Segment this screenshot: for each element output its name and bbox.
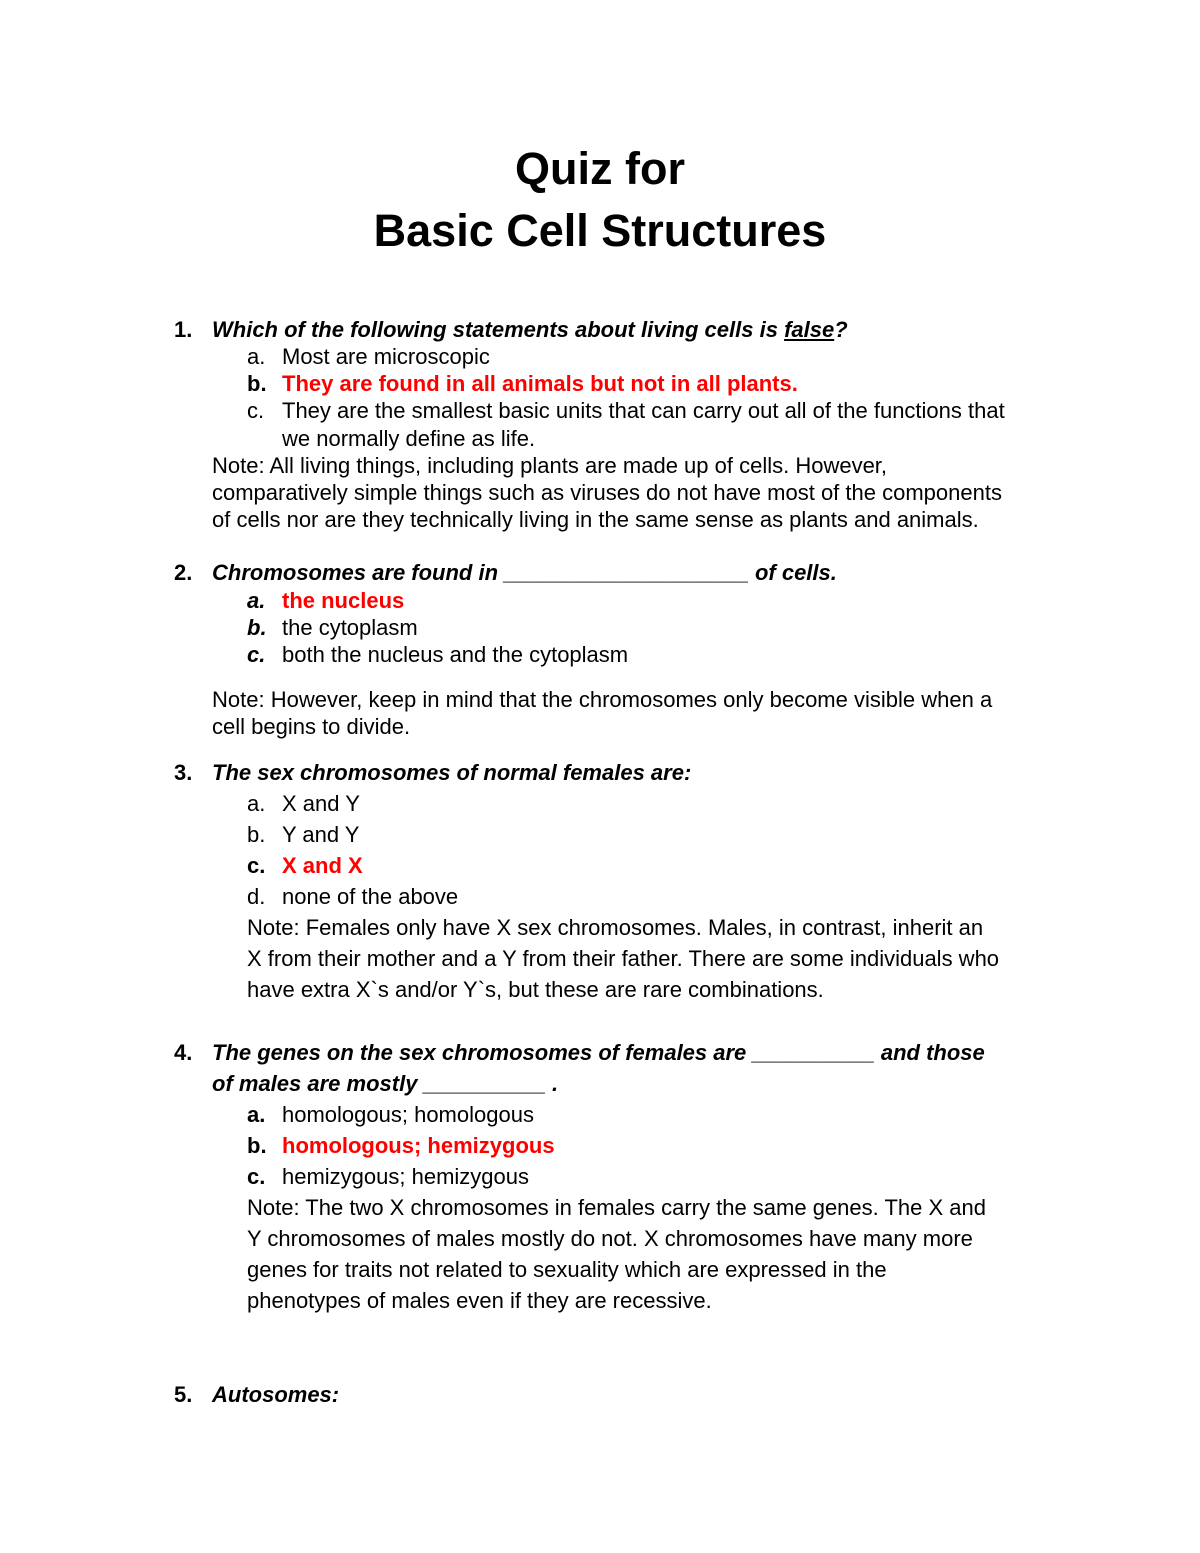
question-number: 4. <box>174 1040 193 1065</box>
option-label: b. <box>247 371 267 396</box>
question-3-text: The sex chromosomes of normal females are: <box>212 760 692 785</box>
question-4-text: The genes on the sex chromosomes of females are __________ and those <box>212 1040 985 1065</box>
question-1-text <box>212 316 848 343</box>
option-text: both the nucleus and the cytoplasm <box>282 642 629 667</box>
option-text-continued: we normally define as life. <box>282 426 536 451</box>
title-line-1: Quiz for <box>515 143 685 194</box>
note-line: Note: However, keep in mind that the chromosomes only become visible when a <box>212 687 993 712</box>
question-number: 1. <box>174 317 193 342</box>
correct-answer: the nucleus <box>282 588 405 613</box>
option-label: b. <box>247 615 267 640</box>
note-line: of cells nor are they technically living in the same sense as plants and animals. <box>212 507 979 532</box>
option-text: They are the smallest basic units that can carry out all of the functions that <box>282 398 1005 423</box>
note-line: X from their mother and a Y from their father. There are some individuals who <box>247 946 1000 971</box>
question-2-text: Chromosomes are found in ____________________ of cells. <box>212 560 837 585</box>
note-line: genes for traits not related to sexuality which are expressed in the <box>247 1257 887 1282</box>
option-label: c. <box>247 642 266 667</box>
note-line: Note: Females only have X sex chromosomes. Males, in contrast, inherit an <box>247 915 984 940</box>
option-label: a. <box>247 344 266 369</box>
question-5-text: Autosomes: <box>212 1382 340 1407</box>
option-label: c. <box>247 853 266 878</box>
option-label: c. <box>247 398 265 423</box>
option-label: b. <box>247 1133 267 1158</box>
option-label: d. <box>247 884 266 909</box>
question-1-text-start: Which of the following statements about living cells is <box>212 317 785 342</box>
title-line-2: Basic Cell Structures <box>373 205 827 256</box>
correct-answer: X and X <box>282 853 363 878</box>
note-line: Note: All living things, including plants are made up of cells. However, <box>212 453 888 478</box>
correct-answer: homologous; hemizygous <box>282 1133 555 1158</box>
option-label: a. <box>247 588 266 613</box>
option-label: b. <box>247 822 266 847</box>
option-text: Most are microscopic <box>282 344 490 369</box>
option-label: c. <box>247 1164 266 1189</box>
note-line: comparatively simple things such as viruses do not have most of the components <box>212 480 1002 505</box>
question-1-emphasis: false <box>784 317 835 342</box>
option-label: a. <box>247 1102 266 1127</box>
note-line: have extra X`s and/or Y`s, but these are rare combinations. <box>247 977 824 1002</box>
option-text: homologous; homologous <box>282 1102 534 1127</box>
question-number: 5. <box>174 1382 193 1407</box>
option-text: hemizygous; hemizygous <box>282 1164 530 1189</box>
question-number: 3. <box>174 760 193 785</box>
option-text: X and Y <box>282 791 360 816</box>
correct-answer: They are found in all animals but not in all plants. <box>282 371 798 396</box>
option-label: a. <box>247 791 266 816</box>
question-number: 2. <box>174 560 193 585</box>
note-line: cell begins to divide. <box>212 714 411 739</box>
note-line: phenotypes of males even if they are recessive. <box>247 1288 712 1313</box>
option-text: the cytoplasm <box>282 615 418 640</box>
option-text: Y and Y <box>282 822 360 847</box>
note-line: Y chromosomes of males mostly do not. X chromosomes have many more <box>247 1226 973 1251</box>
question-4-text-continued: of males are mostly __________ . <box>212 1071 559 1096</box>
note-line: Note: The two X chromosomes in females carry the same genes. The X and <box>247 1195 986 1220</box>
question-1-text-end: ? <box>834 317 848 342</box>
option-text: none of the above <box>282 884 459 909</box>
